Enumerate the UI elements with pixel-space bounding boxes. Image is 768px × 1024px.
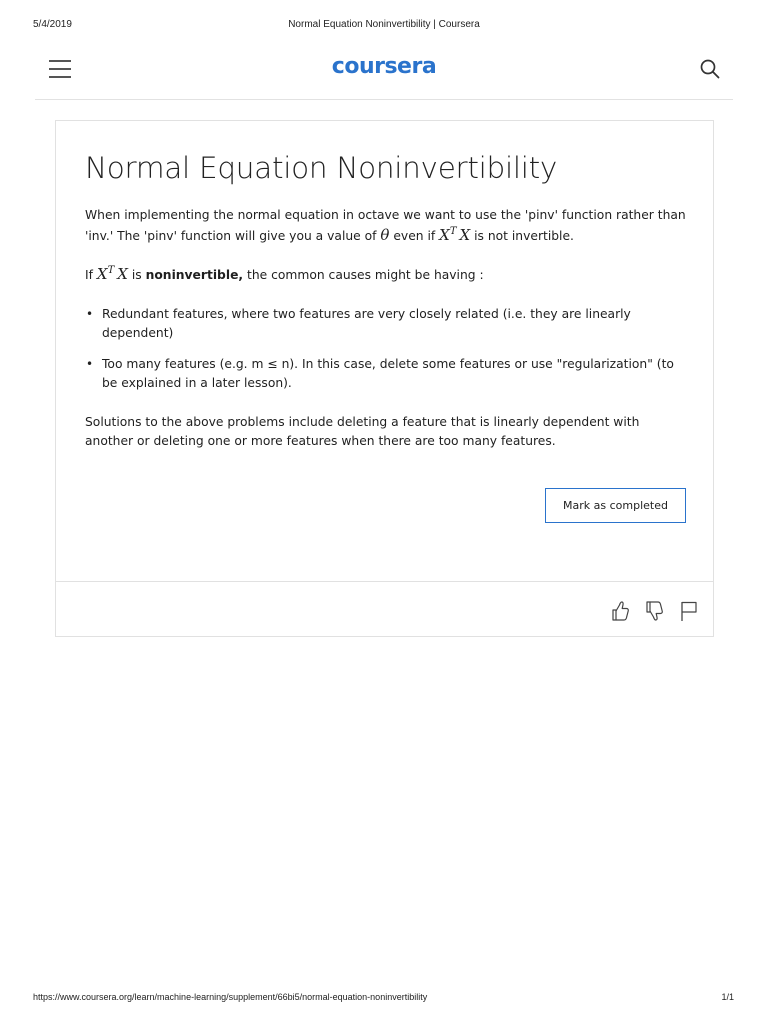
paragraph-solutions: Solutions to the above problems include deleting a feature that is linearly dependent with another or deleting one or more features when there are too many features.: [85, 414, 640, 448]
print-date: 5/4/2019: [33, 19, 72, 30]
thumbs-down-icon[interactable]: [643, 599, 665, 623]
top-navigation-bar: [35, 44, 733, 100]
paragraph-causes: If $X^T$ X is noninvertible, the common causes might be having :: [85, 265, 484, 283]
coursera-logo[interactable]: [35, 54, 733, 79]
page-title: Normal Equation Noninvertibility: [85, 151, 558, 185]
causes-list: [85, 305, 690, 394]
theta-symbol: θ: [380, 225, 390, 244]
card-body: [56, 121, 713, 581]
xtx-expression: $X^T$ X: [439, 225, 471, 244]
flag-icon[interactable]: [678, 599, 700, 623]
thumbs-up-icon[interactable]: [609, 599, 631, 623]
list-item: • Too many features (e.g. m ≤ n). In this case, delete some features or use "regularization" (to be explained in a later lesson).: [85, 355, 690, 394]
print-page-number: 1/1: [721, 992, 734, 1002]
supplement-card: [55, 120, 714, 637]
search-icon[interactable]: [699, 58, 721, 80]
print-title: Normal Equation Noninvertibility | Coursera: [288, 19, 480, 30]
article-content: [85, 206, 690, 471]
list-item: • Redundant features, where two features are very closely related (i.e. they are linearly dependent): [85, 305, 690, 344]
mark-as-completed-button[interactable]: Mark as completed: [545, 488, 686, 523]
noninvertible-emphasis: noninvertible,: [145, 268, 244, 282]
paragraph-pinv: When implementing the normal equation in octave we want to use the 'pinv' function rather than 'inv.' The 'pinv' function will give you a value of θ even if $X^T$ X is not invertible.: [85, 208, 686, 244]
card-footer: [56, 581, 713, 636]
logo-text: coursera: [331, 54, 437, 79]
xtx-expression: $X^T$ X: [96, 265, 128, 283]
print-url: https://www.coursera.org/learn/machine-learning/supplement/66bi5/normal-equation-noninvertibility: [33, 992, 428, 1002]
